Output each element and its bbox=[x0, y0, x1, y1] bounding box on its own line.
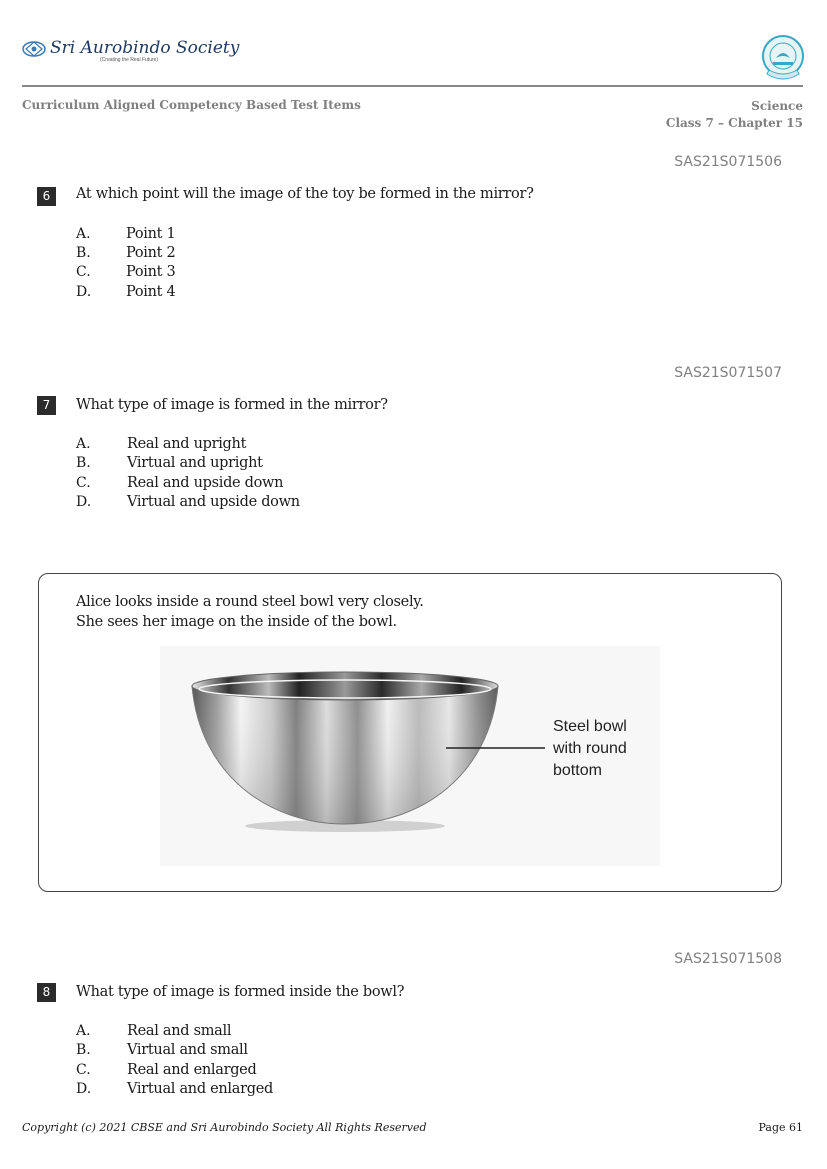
option-letter: B. bbox=[76, 455, 91, 471]
option-letter: A. bbox=[76, 1023, 91, 1039]
option-letter: B. bbox=[76, 245, 91, 261]
option-letter: D. bbox=[76, 284, 92, 300]
option-letter: A. bbox=[76, 226, 91, 242]
option-text: Real and small bbox=[127, 1023, 232, 1039]
cbse-logo bbox=[759, 34, 807, 84]
option-text: Virtual and upright bbox=[127, 455, 263, 471]
option-text: Real and enlarged bbox=[127, 1062, 257, 1078]
option-text: Point 1 bbox=[126, 226, 176, 242]
subject-info bbox=[666, 98, 803, 132]
stimulus-line: She sees her image on the inside of the bowl. bbox=[76, 614, 397, 630]
page-number: Page 61 bbox=[758, 1121, 803, 1134]
bowl-callout-label bbox=[553, 716, 627, 782]
option-text: Point 4 bbox=[126, 284, 176, 300]
question-number: 7 bbox=[37, 396, 56, 415]
callout-line: bottom bbox=[553, 762, 602, 779]
option-letter: C. bbox=[76, 264, 91, 280]
question-text: What type of image is formed inside the bowl? bbox=[76, 984, 405, 1000]
stimulus-line: Alice looks inside a round steel bowl very closely. bbox=[76, 594, 424, 610]
question-text: At which point will the image of the toy be formed in the mirror? bbox=[76, 186, 534, 202]
option-letter: D. bbox=[76, 494, 92, 510]
question-number: 8 bbox=[37, 983, 56, 1002]
class-chapter-label: Class 7 – Chapter 15 bbox=[665, 116, 803, 130]
option-letter: D. bbox=[76, 1081, 92, 1097]
lotus-emblem-icon bbox=[22, 38, 46, 60]
option-text: Point 2 bbox=[126, 245, 176, 261]
steel-bowl-figure bbox=[160, 646, 660, 866]
cbse-emblem-icon bbox=[759, 34, 807, 84]
question-code: SAS21S071508 bbox=[674, 951, 782, 967]
option-text: Virtual and enlarged bbox=[127, 1081, 273, 1097]
document-title: Curriculum Aligned Competency Based Test Items bbox=[22, 98, 361, 112]
subject-label: Science bbox=[751, 99, 803, 113]
option-letter: C. bbox=[76, 475, 91, 491]
option-text: Virtual and small bbox=[127, 1042, 248, 1058]
option-text: Virtual and upside down bbox=[127, 494, 300, 510]
option-text: Point 3 bbox=[126, 264, 176, 280]
sri-aurobindo-society-logo bbox=[22, 38, 240, 68]
question-text: What type of image is formed in the mirror? bbox=[76, 397, 388, 413]
org-name: Sri Aurobindo Society bbox=[50, 38, 240, 58]
question-number: 6 bbox=[37, 187, 56, 206]
question-code: SAS21S071506 bbox=[674, 154, 782, 170]
org-tagline: (Creating the Real Future) bbox=[100, 57, 159, 63]
callout-line: Steel bowl bbox=[553, 718, 627, 735]
option-letter: B. bbox=[76, 1042, 91, 1058]
option-letter: A. bbox=[76, 436, 91, 452]
callout-line: with round bbox=[553, 740, 627, 757]
question-code: SAS21S071507 bbox=[674, 365, 782, 381]
header-divider bbox=[22, 85, 803, 87]
option-text: Real and upside down bbox=[127, 475, 284, 491]
option-letter: C. bbox=[76, 1062, 91, 1078]
copyright-notice: Copyright (c) 2021 CBSE and Sri Aurobindo Society All Rights Reserved bbox=[22, 1121, 427, 1134]
option-text: Real and upright bbox=[127, 436, 247, 452]
